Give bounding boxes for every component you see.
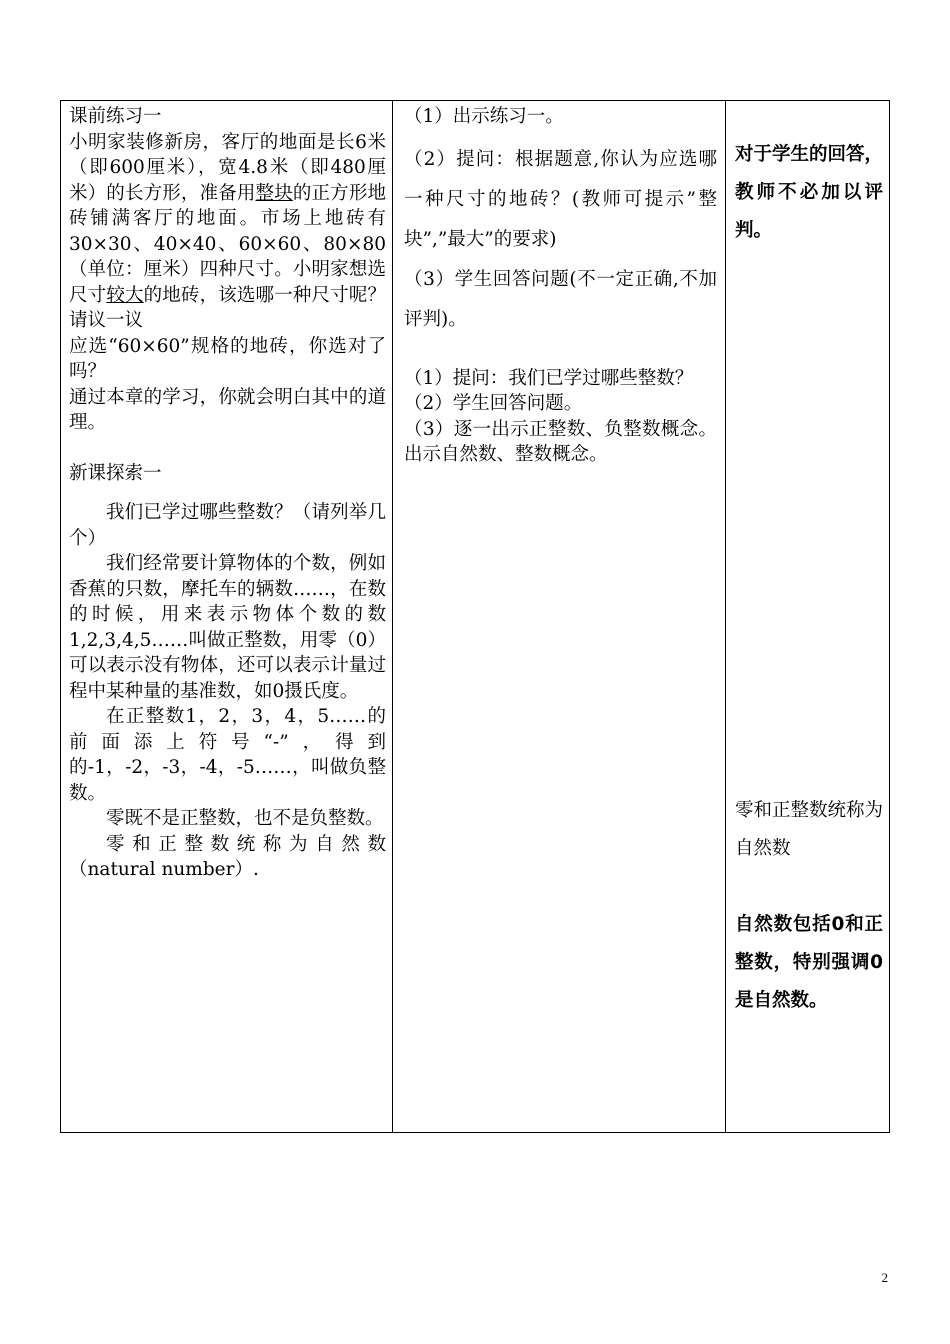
lesson-paragraph: 我们已学过哪些整数？（请列举几个）	[69, 502, 386, 549]
underlined-term: 整块	[255, 182, 293, 204]
content-column	[61, 101, 392, 1132]
teaching-step: （3）逐一出示正整数、负整数概念。出示自然数、整数概念。	[404, 418, 717, 465]
lesson-paragraph: 我们经常要计算物体的个数，例如香蕉的只数，摩托车的辆数……，在数的时候，用来表示物体个数的数1,2,3,4,5……叫做正整数，用零（0）可以表示没有物体，还可以表示计量过程中某种量的基准数，如0摄氏度。	[69, 553, 386, 702]
underlined-term: 较大	[106, 284, 144, 306]
lesson-paragraph: 零既不是正整数，也不是负整数。	[106, 808, 384, 829]
teaching-step: （1）出示练习一。	[404, 106, 564, 127]
teaching-step: （2）学生回答问题。	[404, 393, 583, 414]
exercise-conclusion: 通过本章的学习，你就会明白其中的道理。	[69, 386, 386, 433]
notes-column	[725, 101, 891, 1132]
teaching-steps-column	[392, 101, 725, 1132]
page-number: 2	[881, 1270, 888, 1285]
teaching-step: （2）提问：根据题意,你认为应选哪一种尺寸的地砖？(教师可提示”整块”,”最大”的要求)	[404, 148, 717, 250]
teaching-step: （1）提问：我们已学过哪些整数？	[404, 367, 694, 389]
lesson-paragraph: 在正整数1，2，3，4，5……的前面添上符号“-”，得到的-1，-2，-3，-4，-5……，叫做负整数。	[69, 706, 386, 804]
exercise-answer: 应选“60×60”规格的地砖，你选对了吗？	[69, 335, 386, 382]
section-heading-pre-exercise: 课前练习一	[69, 106, 162, 127]
lesson-table	[60, 100, 890, 1133]
teaching-step: （3）学生回答问题(不一定正确,不加评判)。	[404, 268, 717, 330]
teacher-note: 零和正整数统称为自然数	[735, 800, 884, 859]
lesson-paragraph: 零和正整数统称为自然数（natural number）.	[69, 833, 386, 880]
exercise-problem: 小明家装修新房，客厅的地面是长6米（即600厘米），宽4.8米（即480厘米）的长方形，准备用整块的正方形地砖铺满客厅的地面。市场上地砖有30×30、40×40、60×60、80×80（单位：厘米）四种尺寸。小明家想选尺寸较大的地砖，该选哪一种尺寸呢？请议一议	[69, 131, 386, 331]
section-heading-new-lesson: 新课探索一	[69, 462, 162, 484]
teacher-note: 对于学生的回答，教师不必加以评判。	[735, 144, 884, 241]
teacher-note: 自然数包括0和正整数，特别强调0是自然数。	[735, 914, 883, 1011]
